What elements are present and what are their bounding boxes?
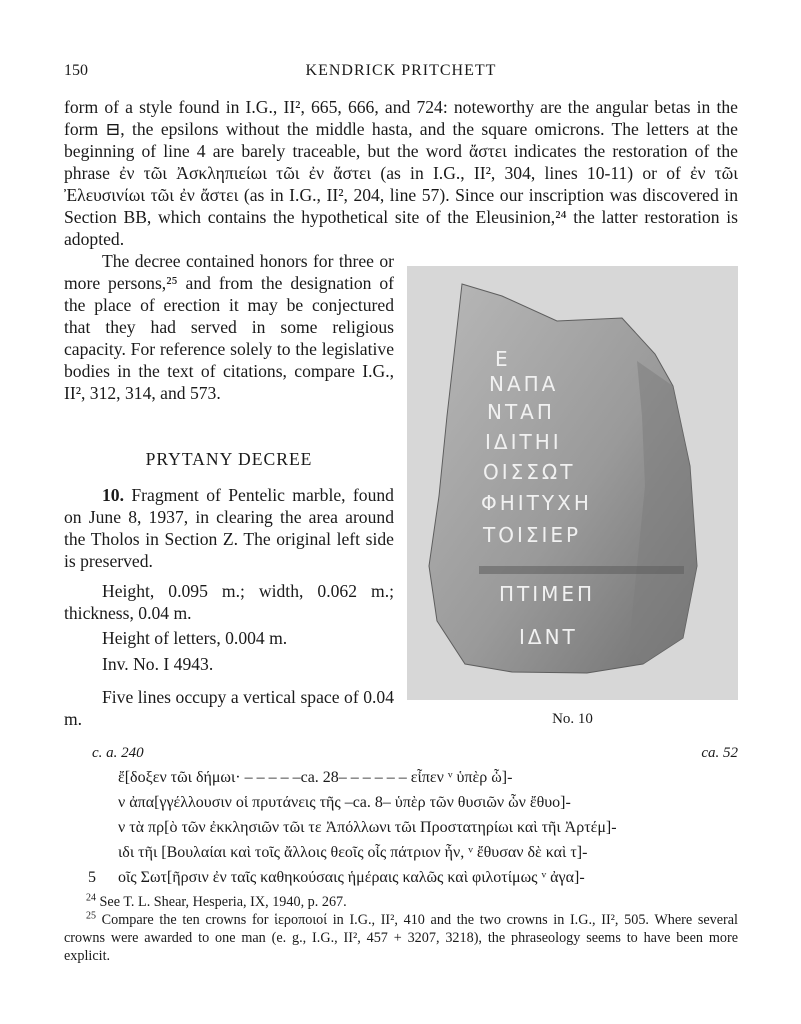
page-header bbox=[64, 62, 738, 84]
section-heading: PRYTANY DECREE bbox=[145, 449, 313, 469]
stone-line-9: ΙΔΝΤ bbox=[519, 625, 578, 649]
stone-line-4: ΙΔΙΤΗΙ bbox=[485, 430, 562, 454]
figure-caption: No. 10 bbox=[552, 711, 593, 727]
footnote-24 bbox=[64, 893, 738, 911]
line-number: 5 bbox=[88, 869, 96, 886]
footnote-number: 24 bbox=[86, 892, 96, 904]
running-title: KENDRICK PRITCHETT bbox=[305, 62, 497, 79]
inscription-photo bbox=[407, 266, 738, 700]
inscription-line bbox=[64, 865, 738, 890]
entry-inventory: Inv. No. I 4943. bbox=[102, 654, 214, 674]
line-text: ν τὰ πρ[ὸ τῶν ἐκκλησιῶν τῶι τε Ἀπόλλωνι τῶι Προστατηρίωι καὶ τῆι Ἀρτέμ]- bbox=[118, 819, 617, 836]
intro-paragraph: form of a style found in I.G., II², 665, 666, and 724: noteworthy are the angular betas in the form ⊟, the epsilons without the middle hasta, and the square omicrons. The letters at the beginning of line 4 are barely traceable, but the word ἄστει indicates the restoration of the phrase ἐν τῶι Ἀσκληπιείωι τῶι ἐν ἄστει (as in I.G., II², 304, lines 10-11) or of ἐν τῶι Ἐλευσινίωι τῶι ἐν ἄστει (as in I.G., II², 204, line 57). Since our inscription was discovered in Section BB, which contains the hypothetical site of the Eleusinion,²⁴ the latter restoration is adopted. bbox=[64, 97, 738, 249]
footnote-text: See T. L. Shear, Hesperia, IX, 1940, p. 267. bbox=[99, 894, 347, 910]
entry-description-text: Fragment of Pentelic marble, found on June 8, 1937, in clearing the area around the Tholos in Section Z. The original left side is preserved. bbox=[64, 485, 394, 571]
page-number: 150 bbox=[64, 62, 88, 79]
line-text: οῖς Σωτ[ῆρσιν ἐν ταῖς καθηκούσαις ἡμέραις καλῶς καὶ φιλοτίμως ᵛ ἀγα]- bbox=[118, 869, 585, 886]
inscription-line bbox=[64, 765, 738, 790]
stone-line-6: ΦΗΙΤΥΧΗ bbox=[481, 491, 592, 515]
footnote-text: Compare the ten crowns for ἱεροποιοί in I.G., II², 410 and the two crowns in I.G., II², 505. Where several crowns were awarded to one man (e. g., I.G., II², 457 + 3207, 3218), the phraseology seems to have been more explicit. bbox=[64, 912, 739, 964]
line-text: ιδι τῆι [Βουλαίαι καὶ τοῖς ἄλλοις θεοῖς οἷς πάτριον ἦν, ᵛ ἔθυσαν δὲ καὶ τ]- bbox=[118, 844, 588, 861]
footnotes bbox=[64, 893, 738, 965]
stone-line-1: Ε bbox=[495, 347, 511, 371]
stone-line-5: ΟΙΣΣΩΤ bbox=[483, 460, 576, 484]
inscription-date-left: c. a. 240 bbox=[92, 745, 144, 761]
entry-spacing-note: Five lines occupy a vertical space of 0.04 m. bbox=[64, 687, 394, 729]
inscription-line bbox=[64, 815, 738, 840]
decree-paragraph: The decree contained honors for three or more persons,²⁵ and from the designation of the place of erection it may be conjectured that they had served in some religious capacity. For reference solely to the legislative bodies in the text of citations, compare I.G., II², 312, 314, and 573. bbox=[64, 251, 394, 403]
stone-line-2: ΝΑΠΑ bbox=[489, 372, 559, 396]
inscription-line bbox=[64, 790, 738, 815]
line-text: ν ἀπα[γγέλλουσιν οἱ πρυτάνεις τῆς –ca. 8– ὑπὲρ τῶν θυσιῶν ὧν ἔθυο]- bbox=[118, 794, 571, 811]
entry-description bbox=[64, 484, 394, 572]
stone-line-3: ΝΤΑΠ bbox=[487, 400, 555, 424]
entry-letter-height: Height of letters, 0.004 m. bbox=[102, 628, 288, 648]
entry-number: 10. bbox=[102, 485, 124, 505]
entry-dimensions: Height, 0.095 m.; width, 0.062 m.; thickness, 0.04 m. bbox=[64, 581, 394, 623]
inscription-text bbox=[64, 765, 738, 890]
inscription-date-right: ca. 52 bbox=[701, 745, 738, 761]
stone-fragment-image bbox=[407, 266, 738, 700]
inscription-line bbox=[64, 840, 738, 865]
footnote-25 bbox=[64, 911, 738, 965]
stone-line-7: ΤΟΙΣΙΕΡ bbox=[483, 523, 582, 547]
stone-line-8: ΠΤΙΜΕΠ bbox=[499, 582, 596, 606]
line-text: ἔ[δοξεν τῶι δήμωι· – – – – –ca. 28– – – – – – εἶπεν ᵛ ὑπὲρ ὧ]- bbox=[118, 769, 513, 786]
footnote-number: 25 bbox=[86, 910, 96, 922]
